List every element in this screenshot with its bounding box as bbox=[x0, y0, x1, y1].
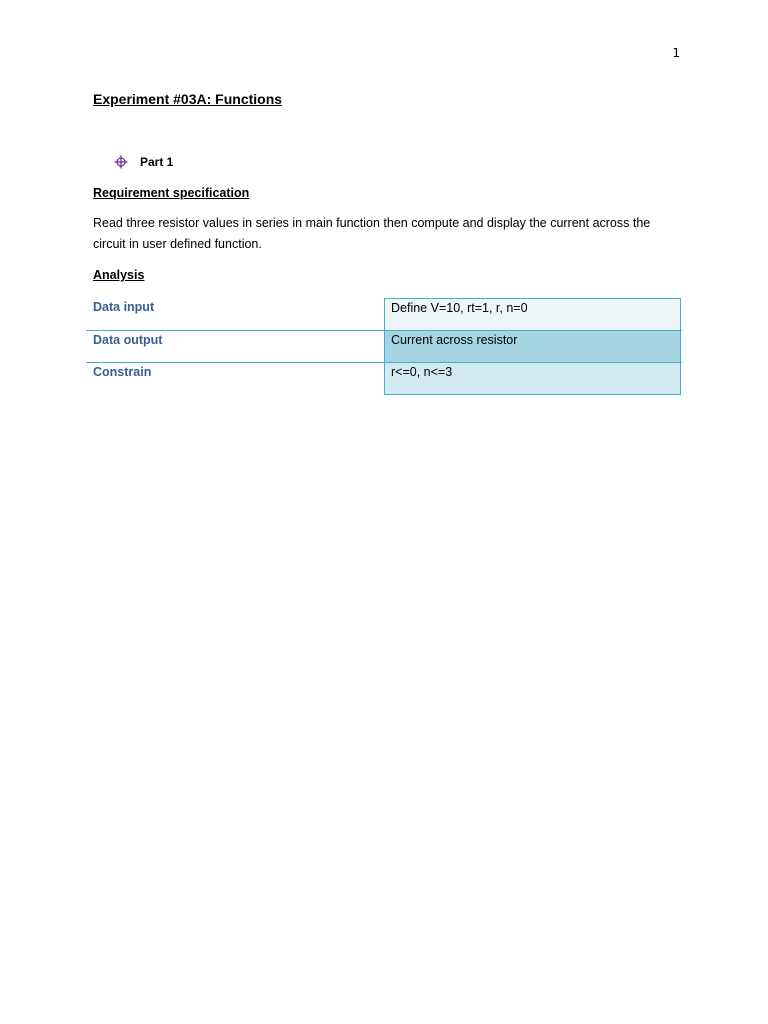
row-value: r<=0, n<=3 bbox=[384, 363, 681, 395]
analysis-heading: Analysis bbox=[93, 268, 145, 282]
analysis-table bbox=[86, 298, 682, 395]
row-label: Constrain bbox=[93, 365, 152, 379]
part-label: Part 1 bbox=[140, 155, 174, 169]
row-label: Data input bbox=[93, 300, 155, 314]
requirement-heading: Requirement specification bbox=[93, 186, 250, 200]
page-number: 1 bbox=[672, 46, 680, 60]
table-row-constrain bbox=[86, 363, 682, 395]
requirement-text: Read three resistor values in series in main function then compute and display the current across the circuit in user defined function. bbox=[93, 216, 651, 251]
row-label: Data output bbox=[93, 332, 163, 347]
row-value: Current across resistor bbox=[384, 331, 681, 363]
row-value: Define V=10, rt=1, r, n=0 bbox=[384, 298, 681, 330]
part-bullet-item bbox=[114, 155, 173, 169]
table-row-data-input bbox=[86, 298, 682, 331]
table-row-data-output bbox=[86, 331, 682, 364]
crosshair-circle-icon bbox=[114, 155, 128, 169]
document-title: Experiment #03A: Functions bbox=[93, 91, 283, 107]
